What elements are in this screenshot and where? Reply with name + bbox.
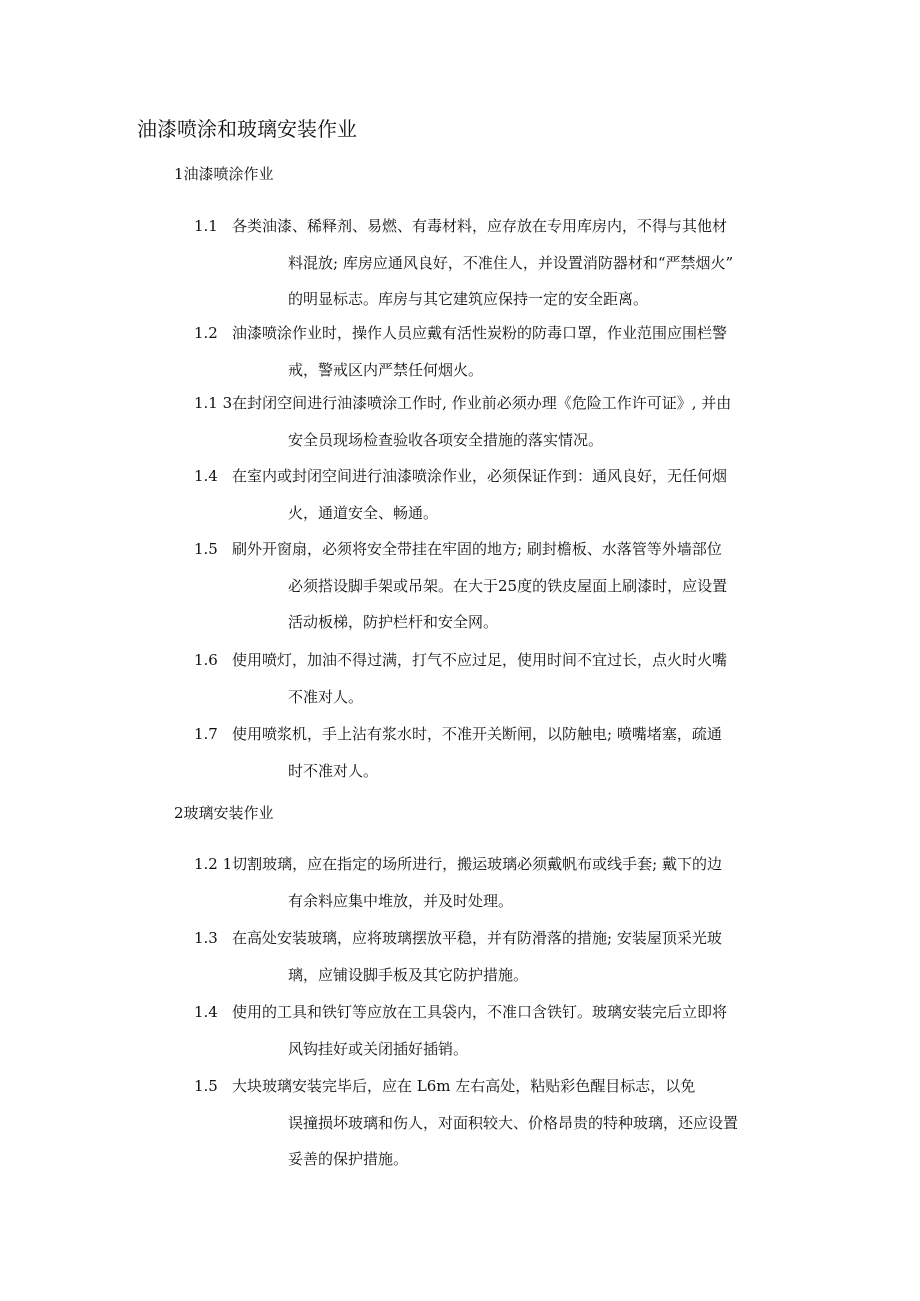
list-item [194, 1074, 794, 1184]
item-text: 使用喷灯，加油不得过满，打气不应过足，使用时间不宜过长，点火时火嘴 [232, 651, 728, 669]
item-text: 妥善的保护措施。 [288, 1150, 409, 1168]
item-text: 在室内或封闭空间进行油漆喷涂作业，必须保证作到：通风良好，无任何烟 [232, 467, 728, 485]
list-item [194, 214, 794, 324]
item-text: 刷外开窗扇，必须将安全带挂在牢固的地方; 刷封檐板、水落管等外墙部位 [232, 540, 722, 558]
item-text: 误撞损坏玻璃和伤人，对面积较大、价格昂贵的特种玻璃，还应设置 [288, 1113, 739, 1132]
list-item [194, 464, 794, 537]
section-heading: 1油漆喷涂作业 [174, 165, 274, 183]
item-number: 1.4 [194, 1003, 218, 1021]
item-text: 的明显标志。库房与其它建筑应保持一定的安全距离。 [288, 290, 649, 308]
document-title: 油漆喷涂和玻璃安装作业 [137, 117, 357, 141]
item-text: 料混放; 库房应通风良好，不准住人，并设置消防器材和“严禁烟火” [288, 253, 734, 272]
list-item [194, 1000, 794, 1073]
list-item [194, 391, 794, 464]
item-number: 1.2 1 [194, 855, 233, 873]
item-text: 活动板梯，防护栏杆和安全网。 [288, 613, 499, 631]
item-text: 璃，应铺设脚手板及其它防护措施。 [288, 965, 529, 984]
item-number: 1.3 [194, 929, 218, 947]
list-item [194, 722, 794, 795]
item-text: 使用的工具和铁钉等应放在工具袋内，不准口含铁钉。玻璃安装完后立即将 [232, 1003, 728, 1021]
section-heading: 2玻璃安装作业 [174, 804, 274, 822]
item-number: 1.1 [194, 217, 218, 235]
item-text: 不准对人。 [288, 687, 364, 706]
list-item [194, 537, 794, 647]
item-text: 安全员现场检查验收各项安全措施的落实情况。 [288, 430, 604, 449]
item-number: 1.5 [194, 1077, 218, 1095]
item-text: 戒，警戒区内严禁任何烟火。 [288, 360, 484, 379]
item-number: 1.7 [194, 725, 218, 743]
item-number: 1.1 3 [194, 394, 233, 412]
item-text: 火，通道安全、畅通。 [288, 503, 439, 522]
item-text: 各类油漆、稀释剂、易燃、有毒材料，应存放在专用库房内，不得与其他材 [232, 217, 728, 235]
item-text: 风钩挂好或关闭插好插销。 [288, 1039, 469, 1058]
list-item [194, 648, 794, 721]
item-text: 大块玻璃安装完毕后，应在 L6m 左右高处，粘贴彩色醒目标志，以免 [232, 1077, 696, 1095]
item-text: 切割玻璃，应在指定的场所进行，搬运玻璃必须戴帆布或线手套; 戴下的边 [232, 855, 722, 873]
item-text: 有余料应集中堆放，并及时处理。 [288, 891, 514, 910]
item-number: 1.4 [194, 467, 218, 485]
item-number: 1.2 [194, 324, 218, 342]
item-number: 1.5 [194, 540, 218, 558]
item-number: 1.6 [194, 651, 218, 669]
list-item [194, 321, 794, 394]
item-text: 使用喷浆机，手上沾有浆水时，不准开关断闸，以防触电; 喷嘴堵塞，疏通 [232, 725, 722, 743]
list-item [194, 852, 794, 925]
list-item [194, 926, 794, 999]
item-text: 在高处安装玻璃，应将玻璃摆放平稳，并有防滑落的措施; 安装屋顶采光玻 [232, 929, 722, 947]
item-text: 油漆喷涂作业时，操作人员应戴有活性炭粉的防毒口罩，作业范围应围栏警 [232, 324, 728, 342]
item-text: 在封闭空间进行油漆喷涂工作时, 作业前必须办理《危险工作许可证》, 并由 [232, 394, 732, 412]
item-text: 时不准对人。 [288, 761, 379, 780]
item-text: 必须搭设脚手架或吊架。在大于25度的铁皮屋面上刷漆时，应设置 [288, 576, 728, 595]
